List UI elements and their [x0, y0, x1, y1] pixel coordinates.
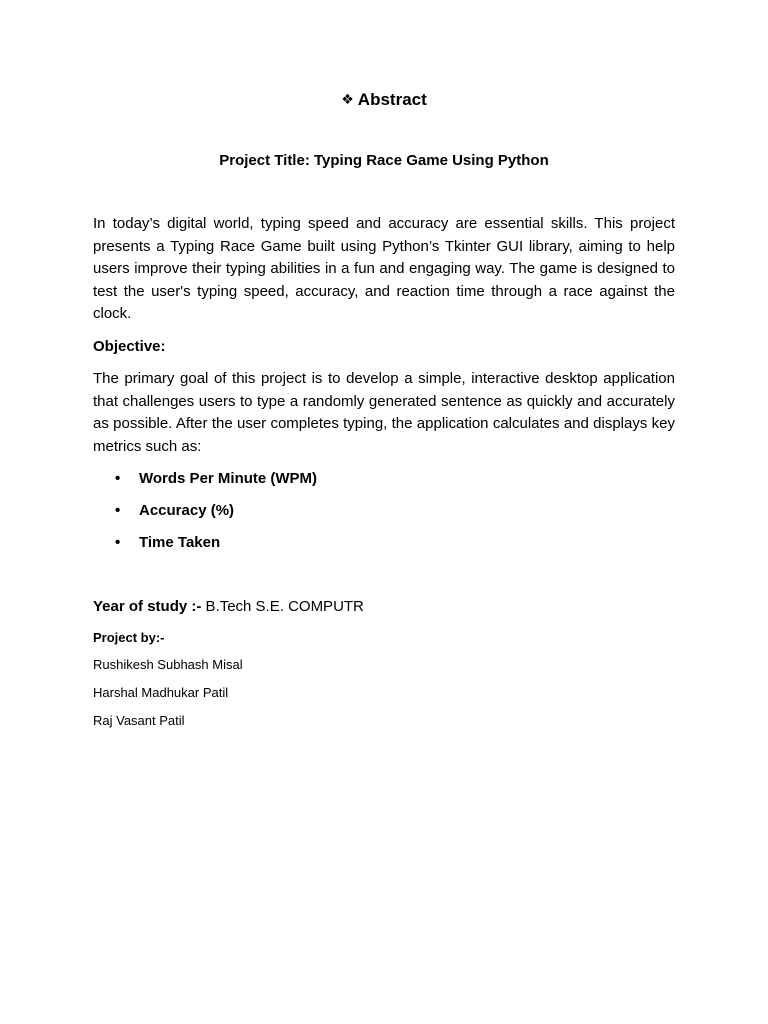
bullet-icon: • [115, 470, 121, 487]
intro-paragraph: In today’s digital world, typing speed and accuracy are essential skills. This project presents a Typing Race Game built using Python’s Tkinter GUI library, aiming to help users improve their typing abilities in a fun and engaging way. The game is designed to test the user's typing speed, accuracy, and reaction time through a race against the clock. [93, 215, 675, 323]
member-name: Rushikesh Subhash Misal [93, 657, 243, 672]
bullet-icon: • [115, 502, 121, 519]
member-name: Harshal Madhukar Patil [93, 685, 229, 700]
year-label: Year of study :- [93, 598, 202, 615]
year-value: B.Tech S.E. COMPUTR [201, 598, 364, 615]
metric-label: Time Taken [139, 534, 221, 551]
project-by-label: Project by:- [93, 630, 165, 645]
objective-paragraph: The primary goal of this project is to develop a simple, interactive desktop application that challenges users to type a randomly generated sentence as quickly and accurately as possible. After the user completes typing, the application calculates and displays key metrics such as: [93, 370, 675, 455]
metrics-list [93, 468, 317, 564]
heading-text: Abstract [357, 90, 427, 109]
abstract-heading [0, 88, 768, 111]
year-of-study [93, 597, 364, 617]
objective-label: Objective: [93, 338, 166, 355]
list-item [93, 532, 317, 564]
metric-label: Accuracy (%) [139, 502, 235, 519]
bullet-icon: • [115, 534, 121, 551]
member-name: Raj Vasant Patil [93, 713, 185, 728]
metric-label: Words Per Minute (WPM) [139, 470, 318, 487]
list-item [93, 468, 317, 500]
diamond-bullet-icon: ❖ [341, 91, 354, 107]
project-title: Project Title: Typing Race Game Using Python [219, 152, 549, 169]
list-item [93, 500, 317, 532]
